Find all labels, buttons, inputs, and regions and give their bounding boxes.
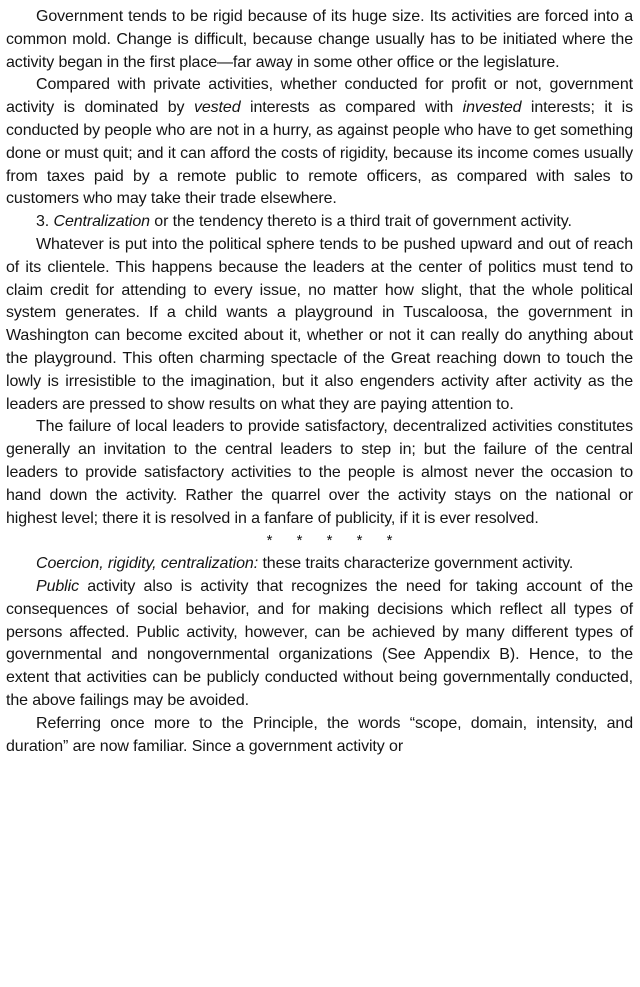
body-paragraph xyxy=(6,74,633,211)
text-run: activity also is activity that recognizes the need for taking account of the consequences of social behavior, and for making decisions which reflect all types of persons affected. Public activity, however, can be achieved by many different types of governmental and nongovernmental organizations (See Appendix B). Hence, to the extent that activities can be publicly conducted without being governmentally conducted, the above failings may be avoided. xyxy=(6,577,633,709)
emphasized-text: Centralization xyxy=(53,213,150,231)
emphasized-text: vested xyxy=(193,99,241,117)
body-paragraph xyxy=(6,234,633,416)
text-run: Whatever is put into the political sphere tends to be pushed upward and out of reach of its clientele. This happens because the leaders at the center of politics must tend to claim credit for attending to every issue, no matter how slight, that the whole political system generates. If a child wants a playground in Tuscaloosa, the government in Washington can become excited about it, whether or not it can really do anything about the playground. This often charming spectacle of the Great reaching down to touch the lowly is irresistible to the imagination, but it also engenders activity after activity as the leaders are pressed to show results on what they are paying attention to. xyxy=(6,235,633,413)
section-break: * * * * * xyxy=(266,532,403,550)
body-text-after-break xyxy=(6,553,633,758)
text-run: The failure of local leaders to provide satisfactory, decentralized activities constitutes generally an invitation to the central leaders to step in; but the failure of the central leaders to provide satisfactory activities to the people is almost never the occasion to hand down the activity. Rather the quarrel over the activity stays on the national or highest level; there it is resolved in a fanfare of publicity, if it is ever resolved. xyxy=(6,418,633,527)
text-run: Compared with private activities, whether conducted for profit or not, government activity is dominated by xyxy=(6,76,633,117)
body-paragraph xyxy=(6,6,633,74)
text-run: Referring once more to the Principle, the words “scope, domain, intensity, and duration” are now familiar. Since a government activity or xyxy=(6,714,633,755)
body-paragraph xyxy=(6,713,633,759)
text-run: or the tendency thereto is a third trait of government activity. xyxy=(149,213,572,231)
body-paragraph xyxy=(6,416,633,530)
body-paragraph xyxy=(6,553,633,576)
text-run: interests; it is conducted by people who are not in a hurry, as against people who have to get something done or must quit; and it can afford the costs of rigidity, because its income comes usually from taxes paid by a remote public to remote officers, as compared with sales to customers who may take their trade elsewhere. xyxy=(6,99,633,208)
body-paragraph xyxy=(6,211,633,234)
emphasized-text: Public xyxy=(36,577,79,595)
text-run: Government tends to be rigid because of its huge size. Its activities are forced into a common mold. Change is difficult, because change usually has to be initiated where the activity began in the first place—far away in some other office or the legislature. xyxy=(6,8,633,71)
text-run: interests as compared with xyxy=(240,99,463,117)
emphasized-text: Coercion, rigidity, centralization: xyxy=(36,555,259,573)
text-run: 3. xyxy=(36,213,54,231)
emphasized-text: invested xyxy=(462,99,522,117)
text-run: these traits characterize government activity. xyxy=(258,555,574,573)
body-text-before-break xyxy=(6,6,633,530)
body-paragraph xyxy=(6,576,633,713)
